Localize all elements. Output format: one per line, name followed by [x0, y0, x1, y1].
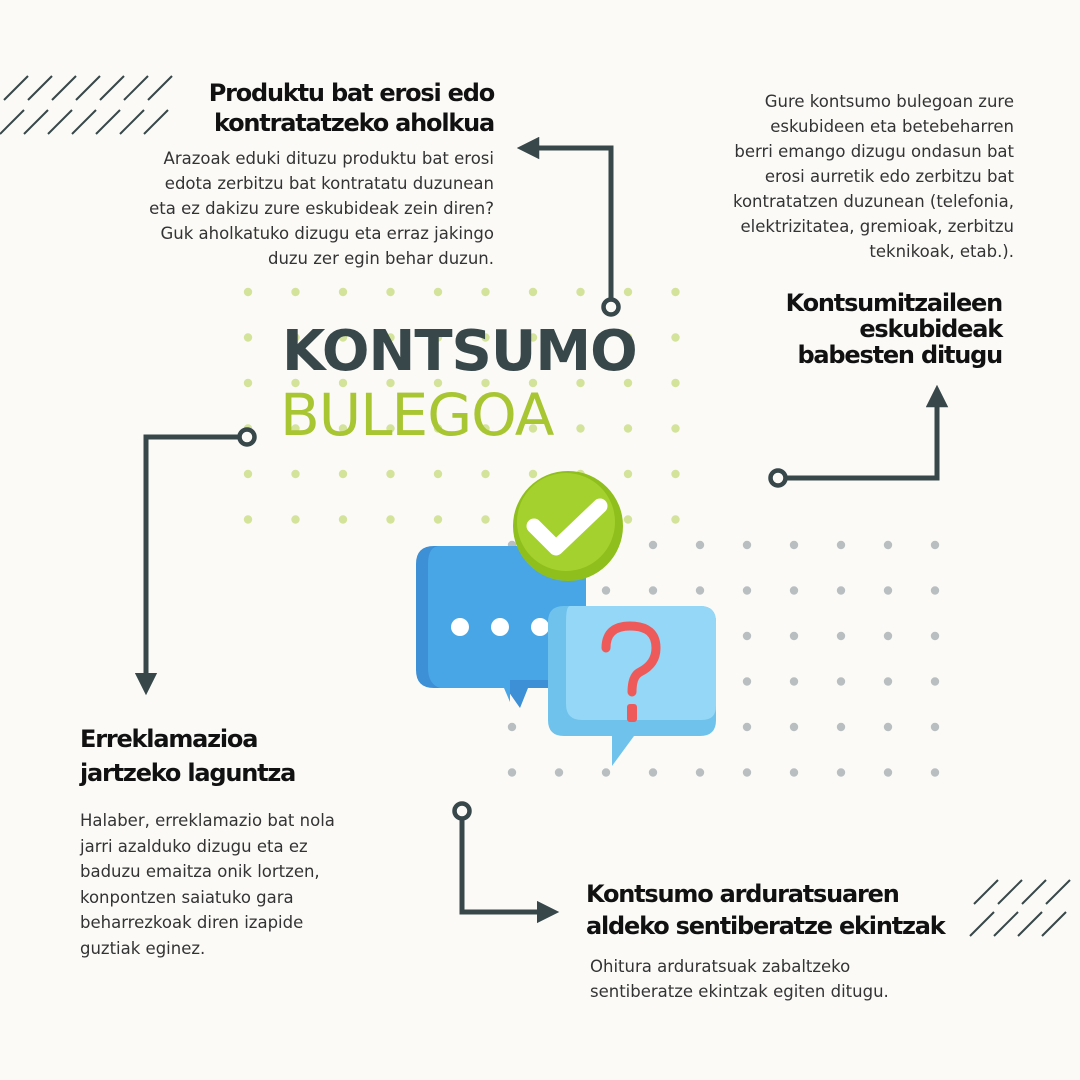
heading-line: jartzeko laguntza	[80, 759, 296, 787]
section-body	[80, 808, 400, 961]
section-heading	[80, 722, 400, 790]
section-heading	[586, 878, 986, 942]
section-heading	[740, 290, 1002, 368]
body-line: elektrizitatea, gremioak, zerbitzu	[740, 217, 1014, 236]
body-line: Guk aholkatuko dizugu eta erraz jakingo	[160, 224, 494, 243]
heading-line: Produktu bat erosi edo	[208, 79, 494, 107]
connector-top	[528, 148, 611, 300]
body-line: erosi aurretik edo zerbitzu bat	[764, 167, 1014, 186]
body-line: baduzu emaitza onik lortzen,	[80, 862, 320, 881]
section-claims-help	[80, 722, 400, 961]
body-line: guztiak eginez.	[80, 938, 206, 958]
body-line: Halaber, erreklamazio bat nola	[80, 811, 335, 830]
body-line: beharrezkoak diren izapide	[80, 913, 304, 932]
section-body	[660, 89, 1014, 264]
body-line: kontratatzen duzunean (telefonia,	[732, 192, 1014, 211]
connector-bottom	[462, 818, 548, 912]
body-line: Arazoak eduki dituzu produktu bat erosi	[163, 149, 494, 168]
heading-line: Erreklamazioa	[80, 725, 258, 753]
heading-line: babesten ditugu	[797, 341, 1002, 369]
connector-left	[146, 437, 240, 684]
body-line: berri emango dizugu ondasun bat	[734, 142, 1014, 161]
body-line: Gure kontsumo bulegoan zure	[764, 92, 1014, 111]
chat-illustration	[410, 470, 730, 770]
body-line: jarri azalduko dizugu eta ez	[80, 836, 308, 856]
checkmark-icon	[513, 471, 623, 581]
connector-right	[785, 396, 937, 478]
section-purchase-advice	[60, 78, 494, 271]
section-body	[60, 146, 494, 271]
title-line-1: KONTSUMO	[282, 319, 637, 384]
body-line: teknikoak, etab.).	[869, 242, 1014, 261]
heading-line: Kontsumo arduratsuaren	[586, 880, 899, 908]
section-awareness	[586, 878, 986, 1004]
heading-line: kontratatzeko aholkua	[214, 109, 494, 137]
heading-line: eskubideak	[859, 315, 1002, 343]
body-line: sentiberatze ekintzak egiten ditugu.	[590, 982, 889, 1001]
title-line-2: BULEGOA	[280, 381, 554, 449]
heading-line: aldeko sentiberatze ekintzak	[586, 912, 945, 940]
heading-line: Kontsumitzaileen	[785, 289, 1002, 317]
section-consumer-rights-heading	[740, 290, 1002, 368]
question-bubble-icon	[548, 606, 716, 766]
body-line: Ohitura arduratsuak zabaltzeko	[590, 957, 851, 976]
section-body	[590, 954, 986, 1004]
body-line: eta ez dakizu zure eskubideak zein diren?	[149, 199, 494, 218]
section-consumer-rights-body	[660, 89, 1014, 264]
body-line: duzu zer egin behar duzun.	[267, 249, 494, 268]
body-line: konpontzen saiatuko gara	[80, 887, 294, 907]
section-heading	[60, 78, 494, 138]
body-line: eskubideen eta betebeharren	[770, 117, 1014, 136]
body-line: edota zerbitzu bat kontratatu duzunean	[164, 174, 494, 193]
